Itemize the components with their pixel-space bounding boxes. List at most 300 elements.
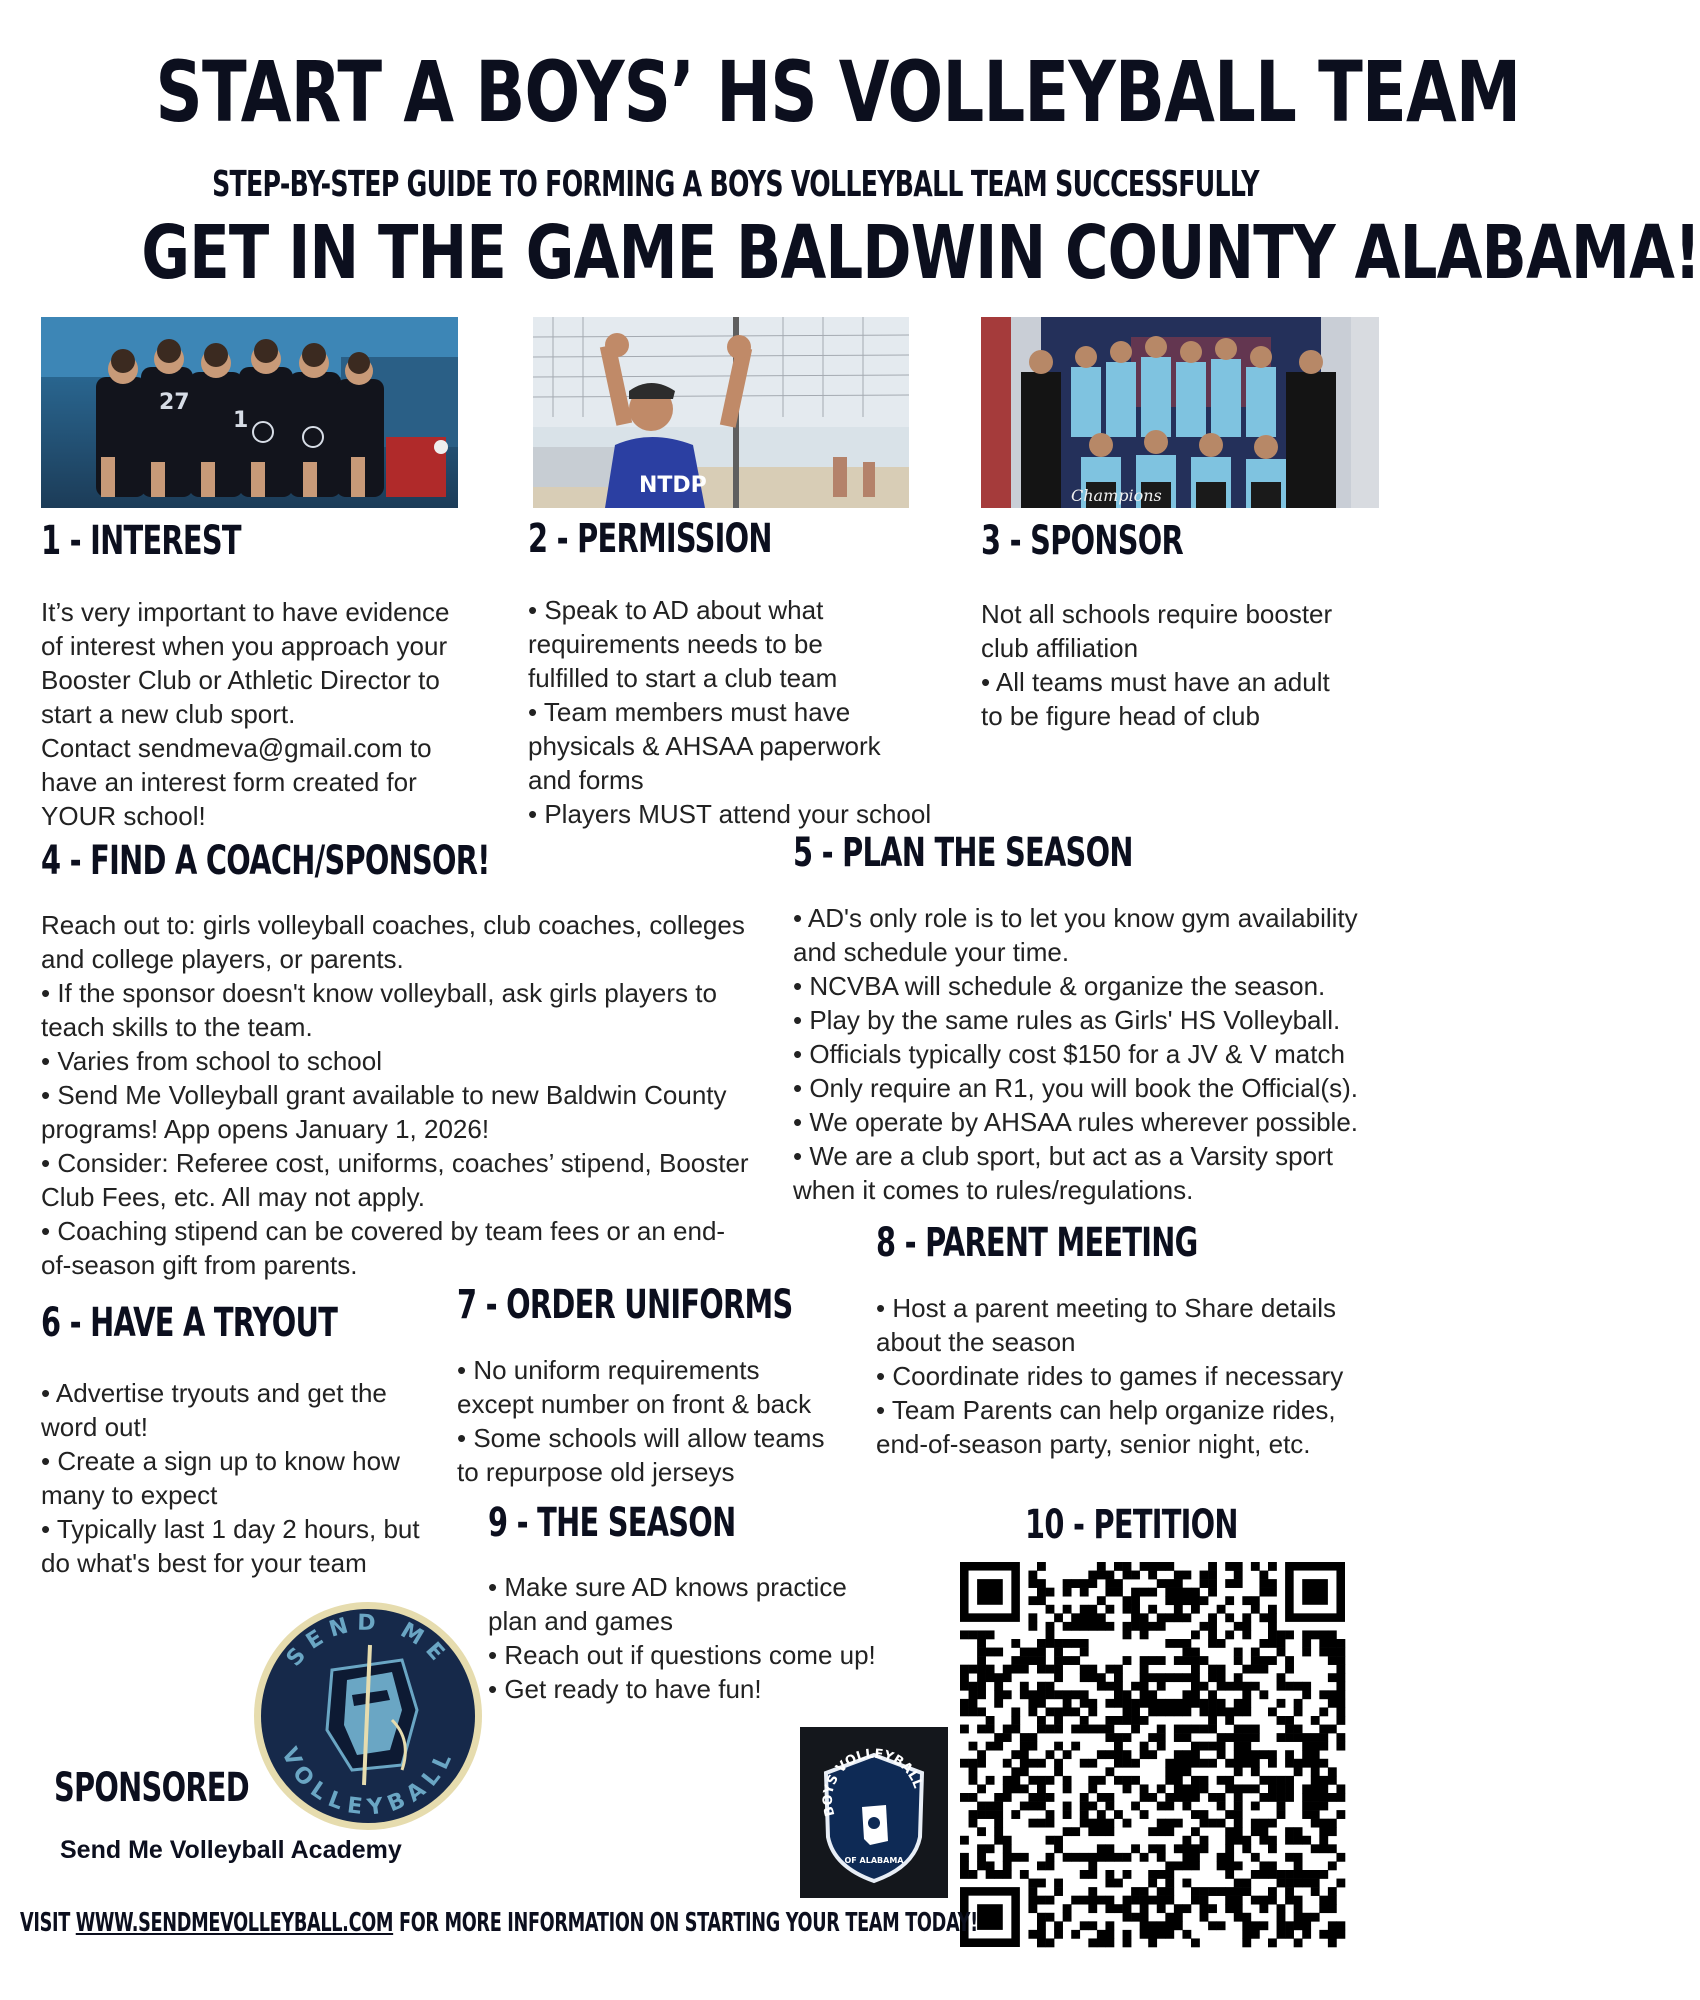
qr-module [1063, 1750, 1072, 1759]
qr-module [1294, 1836, 1303, 1845]
qr-module [1242, 1707, 1251, 1716]
qr-module [1157, 1699, 1166, 1708]
qr-module [1131, 1776, 1140, 1785]
qr-module [1294, 1853, 1303, 1862]
qr-module [1071, 1639, 1080, 1648]
qr-module [1251, 1605, 1260, 1614]
qr-module [1319, 1759, 1328, 1768]
qr-module [1319, 1827, 1328, 1836]
qr-module [1140, 1896, 1149, 1905]
qr-module [1046, 1707, 1055, 1716]
qr-module [1088, 1938, 1097, 1947]
qr-module [1302, 1733, 1311, 1742]
qr-module [1140, 1887, 1149, 1896]
qr-module [1046, 1630, 1055, 1639]
qr-module [1140, 1622, 1149, 1631]
svg-text:NTDP: NTDP [639, 473, 707, 498]
qr-module [1225, 1707, 1234, 1716]
qr-module [1046, 1690, 1055, 1699]
qr-module [1097, 1896, 1106, 1905]
qr-module [1037, 1879, 1046, 1888]
qr-module [1336, 1810, 1345, 1819]
qr-module [1285, 1836, 1294, 1845]
qr-module [1302, 1810, 1311, 1819]
sponsor-name: Send Me Volleyball Academy [60, 1836, 402, 1864]
qr-module [1157, 1827, 1166, 1836]
qr-module [1054, 1648, 1063, 1657]
qr-module [1003, 1673, 1012, 1682]
qr-module [1037, 1588, 1046, 1597]
qr-module [1285, 1725, 1294, 1734]
qr-module [1037, 1802, 1046, 1811]
qr-module [1285, 1870, 1294, 1879]
qr-module [1268, 1656, 1277, 1665]
qr-module [1225, 1904, 1234, 1913]
qr-module [1003, 1861, 1012, 1870]
qr-module [969, 1810, 978, 1819]
section-4-line: Reach out to: girls volleyball coaches, club coaches, colleges [41, 910, 745, 940]
qr-module [1277, 1810, 1286, 1819]
qr-module [1037, 1690, 1046, 1699]
svg-text:27: 27 [159, 390, 190, 415]
qr-module [994, 1682, 1003, 1691]
qr-module [1208, 1819, 1217, 1828]
qr-module [994, 1690, 1003, 1699]
qr-module [1105, 1827, 1114, 1836]
qr-module [1174, 1921, 1183, 1930]
qr-module [1234, 1904, 1243, 1913]
qr-module [1259, 1656, 1268, 1665]
qr-module [1277, 1930, 1286, 1939]
qr-module [1242, 1682, 1251, 1691]
qr-module [1251, 1896, 1260, 1905]
qr-module [1268, 1887, 1277, 1896]
qr-module [1200, 1742, 1209, 1751]
qr-module [960, 1836, 969, 1845]
qr-module [1277, 1870, 1286, 1879]
qr-module [1003, 1759, 1012, 1768]
qr-module [1097, 1750, 1106, 1759]
qr-module [1080, 1588, 1089, 1597]
qr-module [1105, 1819, 1114, 1828]
qr-module [1182, 1879, 1191, 1888]
qr-module [1182, 1793, 1191, 1802]
qr-module [1182, 1750, 1191, 1759]
qr-module [1114, 1665, 1123, 1674]
qr-module [1148, 1605, 1157, 1614]
qr-module [1285, 1896, 1294, 1905]
qr-module [1234, 1562, 1243, 1571]
qr-module [1037, 1930, 1046, 1939]
qr-module [1054, 1673, 1063, 1682]
qr-module [1063, 1605, 1072, 1614]
qr-module [1165, 1613, 1174, 1622]
section-6-line: • Create a sign up to know how [41, 1446, 400, 1476]
qr-module [1028, 1699, 1037, 1708]
qr-module [1191, 1630, 1200, 1639]
qr-module [1311, 1879, 1320, 1888]
section-5-line: • AD's only role is to let you know gym availability [793, 903, 1358, 933]
qr-module [1174, 1733, 1183, 1742]
qr-module [1259, 1665, 1268, 1674]
qr-module [1182, 1844, 1191, 1853]
qr-module [1088, 1673, 1097, 1682]
qr-module [1165, 1879, 1174, 1888]
qr-module [1208, 1690, 1217, 1699]
qr-module [977, 1725, 986, 1734]
qr-module [1285, 1665, 1294, 1674]
qr-module [1003, 1665, 1012, 1674]
qr-module [1080, 1648, 1089, 1657]
section-2-heading: 2 - PERMISSION [528, 516, 772, 562]
qr-module [1063, 1853, 1072, 1862]
qr-module [1251, 1682, 1260, 1691]
qr-module [1037, 1579, 1046, 1588]
qr-module [1174, 1673, 1183, 1682]
qr-module [1251, 1759, 1260, 1768]
qr-module [1071, 1853, 1080, 1862]
qr-module [1148, 1733, 1157, 1742]
section-8-line: about the season [876, 1327, 1076, 1357]
qr-module [960, 1707, 969, 1716]
qr-module [1003, 1870, 1012, 1879]
section-1-line: Contact sendmeva@gmail.com to [41, 733, 432, 763]
qr-module [1311, 1716, 1320, 1725]
section-4-line: • If the sponsor doesn't know volleyball, ask girls players to [41, 978, 717, 1008]
qr-module [1131, 1725, 1140, 1734]
section-3-line: club affiliation [981, 633, 1139, 663]
qr-module [1157, 1802, 1166, 1811]
qr-module [1123, 1562, 1132, 1571]
qr-module [1088, 1579, 1097, 1588]
qr-module [1157, 1921, 1166, 1930]
qr-module [1319, 1793, 1328, 1802]
qr-module [1225, 1853, 1234, 1862]
qr-module [1071, 1930, 1080, 1939]
qr-module [1328, 1819, 1337, 1828]
qr-module [1105, 1793, 1114, 1802]
qr-module [1182, 1861, 1191, 1870]
section-6-line: • Advertise tryouts and get the [41, 1378, 387, 1408]
qr-module [1311, 1844, 1320, 1853]
qr-module [1105, 1622, 1114, 1631]
qr-module [1123, 1938, 1132, 1947]
qr-module [1080, 1673, 1089, 1682]
qr-module [1148, 1656, 1157, 1665]
qr-module [1336, 1793, 1345, 1802]
qr-module [1011, 1776, 1020, 1785]
qr-module [1114, 1904, 1123, 1913]
qr-module [1259, 1613, 1268, 1622]
qr-module [1088, 1759, 1097, 1768]
qr-module [1259, 1579, 1268, 1588]
boys-volleyball-alabama-logo [800, 1727, 948, 1898]
qr-module [1157, 1844, 1166, 1853]
qr-module [1319, 1784, 1328, 1793]
qr-module [994, 1648, 1003, 1657]
section-2-line: and forms [528, 765, 644, 795]
qr-module [1165, 1930, 1174, 1939]
qr-module [1191, 1844, 1200, 1853]
qr-module [1097, 1596, 1106, 1605]
qr-module [1148, 1699, 1157, 1708]
qr-module [1165, 1707, 1174, 1716]
qr-module [1054, 1742, 1063, 1751]
qr-module [1182, 1588, 1191, 1597]
qr-module [1234, 1836, 1243, 1845]
qr-module [1234, 1673, 1243, 1682]
qr-module [1054, 1836, 1063, 1845]
qr-module [1105, 1605, 1114, 1614]
qr-module [1336, 1665, 1345, 1674]
section-9-line: plan and games [488, 1606, 674, 1636]
qr-module [1251, 1802, 1260, 1811]
qr-module [1328, 1938, 1337, 1947]
qr-module [969, 1690, 978, 1699]
qr-module [1088, 1707, 1097, 1716]
qr-module [1028, 1596, 1037, 1605]
qr-module [1028, 1819, 1037, 1828]
qr-module [1046, 1853, 1055, 1862]
qr-module [1165, 1819, 1174, 1828]
qr-module [1114, 1853, 1123, 1862]
qr-module [1114, 1733, 1123, 1742]
qr-module [1097, 1673, 1106, 1682]
petition-qr-code[interactable] [960, 1562, 1345, 1947]
qr-module [1157, 1579, 1166, 1588]
section-7-body [457, 1353, 857, 1489]
beach-player-photo [533, 317, 909, 508]
website-link[interactable]: WWW.SENDMEVOLLEYBALL.COM [75, 1908, 394, 1938]
qr-module [1046, 1913, 1055, 1922]
qr-module [1336, 1673, 1345, 1682]
qr-module [1191, 1827, 1200, 1836]
qr-module [1157, 1562, 1166, 1571]
qr-module [1148, 1588, 1157, 1597]
qr-module [1234, 1802, 1243, 1811]
qr-module [1046, 1836, 1055, 1845]
section-6-heading: 6 - HAVE A TRYOUT [41, 1300, 338, 1346]
qr-module [1097, 1827, 1106, 1836]
qr-module [1251, 1750, 1260, 1759]
qr-module [1302, 1750, 1311, 1759]
qr-module [1242, 1665, 1251, 1674]
qr-module [1148, 1879, 1157, 1888]
qr-module [1037, 1921, 1046, 1930]
qr-module [1037, 1776, 1046, 1785]
qr-module [1277, 1879, 1286, 1888]
qr-module [1251, 1562, 1260, 1571]
qr-module [960, 1870, 969, 1879]
qr-module [1319, 1870, 1328, 1879]
section-3-line: • All teams must have an adult [981, 667, 1330, 697]
qr-module [1140, 1656, 1149, 1665]
qr-module [1003, 1690, 1012, 1699]
qr-module [1174, 1750, 1183, 1759]
qr-module [1157, 1853, 1166, 1862]
qr-module [1088, 1861, 1097, 1870]
qr-module [1046, 1938, 1055, 1947]
qr-module [1148, 1844, 1157, 1853]
qr-module [1097, 1613, 1106, 1622]
qr-module [1020, 1870, 1029, 1879]
qr-module [1285, 1879, 1294, 1888]
qr-module [1302, 1784, 1311, 1793]
qr-module [1200, 1622, 1209, 1631]
qr-module [1140, 1921, 1149, 1930]
qr-module [994, 1870, 1003, 1879]
qr-module [1020, 1853, 1029, 1862]
qr-module [1225, 1562, 1234, 1571]
qr-module [1294, 1938, 1303, 1947]
qr-module [1003, 1784, 1012, 1793]
qr-module [994, 1819, 1003, 1828]
qr-module [1123, 1605, 1132, 1614]
qr-module [1080, 1690, 1089, 1699]
qr-module [1088, 1571, 1097, 1580]
qr-module [1225, 1896, 1234, 1905]
qr-module [1259, 1690, 1268, 1699]
qr-module [1208, 1622, 1217, 1631]
qr-module [1302, 1879, 1311, 1888]
qr-module [1242, 1699, 1251, 1708]
qr-module [1234, 1742, 1243, 1751]
qr-module [1046, 1750, 1055, 1759]
qr-module [1097, 1810, 1106, 1819]
qr-module [1037, 1896, 1046, 1905]
qr-module [1140, 1630, 1149, 1639]
qr-module [1285, 1656, 1294, 1665]
qr-module [1208, 1793, 1217, 1802]
champions-banner-text: Champions [1071, 486, 1162, 505]
qr-module [1319, 1733, 1328, 1742]
qr-module [1302, 1913, 1311, 1922]
qr-module [1200, 1896, 1209, 1905]
qr-module [1225, 1613, 1234, 1622]
qr-module [1217, 1699, 1226, 1708]
qr-module [1259, 1861, 1268, 1870]
qr-module [1225, 1733, 1234, 1742]
qr-module [1088, 1622, 1097, 1631]
qr-module [1319, 1896, 1328, 1905]
qr-module [977, 1802, 986, 1811]
qr-module [1191, 1759, 1200, 1768]
qr-module [1123, 1759, 1132, 1768]
qr-module [994, 1793, 1003, 1802]
qr-module [1328, 1767, 1337, 1776]
qr-module [977, 1844, 986, 1853]
qr-module [1011, 1853, 1020, 1862]
section-3-line: Not all schools require booster [981, 599, 1333, 629]
qr-module [1148, 1938, 1157, 1947]
qr-module [1268, 1707, 1277, 1716]
logo-top-text: SEND ME [281, 1610, 455, 1672]
send-me-volleyball-logo [252, 1600, 484, 1832]
section-1-body [41, 595, 511, 833]
section-1-line: YOUR school! [41, 801, 206, 831]
qr-module [1105, 1930, 1114, 1939]
qr-module [1277, 1639, 1286, 1648]
qr-module [1191, 1690, 1200, 1699]
qr-module [1182, 1802, 1191, 1811]
section-8-line: • Team Parents can help organize rides, [876, 1395, 1336, 1425]
qr-module [1336, 1784, 1345, 1793]
qr-module [1071, 1690, 1080, 1699]
qr-module [1174, 1579, 1183, 1588]
qr-module [1311, 1810, 1320, 1819]
qr-module [1259, 1921, 1268, 1930]
section-5-line: when it comes to rules/regulations. [793, 1175, 1194, 1205]
qr-module [1294, 1896, 1303, 1905]
qr-module [1242, 1750, 1251, 1759]
qr-module [1182, 1639, 1191, 1648]
qr-module [1311, 1784, 1320, 1793]
qr-module [1123, 1716, 1132, 1725]
qr-module [1028, 1887, 1037, 1896]
qr-module [1028, 1742, 1037, 1751]
qr-module [1028, 1690, 1037, 1699]
qr-module [1319, 1904, 1328, 1913]
qr-module [1294, 1827, 1303, 1836]
qr-module [1123, 1784, 1132, 1793]
qr-module [1054, 1716, 1063, 1725]
qr-module [1114, 1879, 1123, 1888]
qr-module [1063, 1904, 1072, 1913]
qr-module [1174, 1725, 1183, 1734]
qr-module [1080, 1639, 1089, 1648]
qr-module [1259, 1793, 1268, 1802]
qr-module [1080, 1921, 1089, 1930]
qr-module [1140, 1682, 1149, 1691]
qr-module [1105, 1716, 1114, 1725]
qr-module [1208, 1613, 1217, 1622]
qr-module [1268, 1605, 1277, 1614]
qr-module [1285, 1776, 1294, 1785]
qr-module [1165, 1861, 1174, 1870]
qr-module [1311, 1742, 1320, 1751]
qr-module [1302, 1690, 1311, 1699]
qr-module [1191, 1750, 1200, 1759]
qr-module [1277, 1793, 1286, 1802]
qr-module [1148, 1896, 1157, 1905]
qr-module [1165, 1870, 1174, 1879]
qr-module [1328, 1699, 1337, 1708]
qr-module [986, 1742, 995, 1751]
section-8-heading: 8 - PARENT MEETING [876, 1220, 1198, 1266]
qr-module [1225, 1861, 1234, 1870]
qr-module [1311, 1887, 1320, 1896]
qr-module [1165, 1913, 1174, 1922]
qr-module [1277, 1904, 1286, 1913]
qr-module [994, 1810, 1003, 1819]
qr-module [1080, 1699, 1089, 1708]
qr-module [1302, 1793, 1311, 1802]
section-9-line: • Get ready to have fun! [488, 1674, 762, 1704]
qr-module [1234, 1861, 1243, 1870]
qr-module [1242, 1784, 1251, 1793]
qr-module [1037, 1716, 1046, 1725]
section-5-line: and schedule your time. [793, 937, 1070, 967]
qr-module [1294, 1733, 1303, 1742]
qr-module [1191, 1596, 1200, 1605]
qr-module [1054, 1767, 1063, 1776]
qr-module [1182, 1930, 1191, 1939]
qr-module [986, 1870, 995, 1879]
qr-module [986, 1673, 995, 1682]
qr-module [1028, 1896, 1037, 1905]
qr-module [1251, 1733, 1260, 1742]
qr-module [1157, 1904, 1166, 1913]
